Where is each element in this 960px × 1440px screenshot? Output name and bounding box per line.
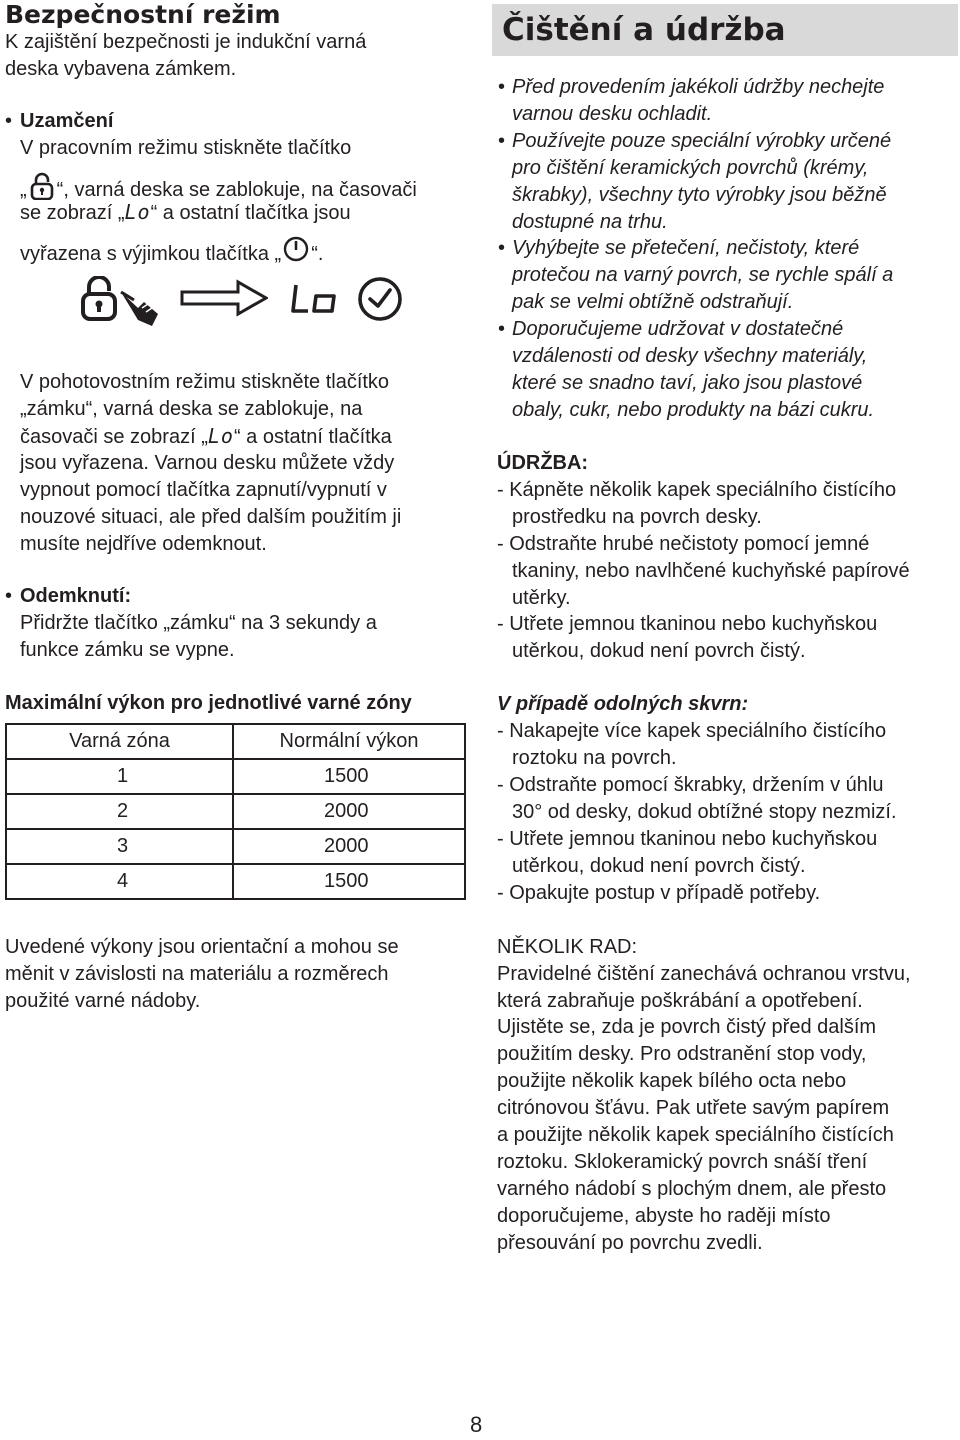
maintenance-item-2-line-3: utěrky. [512, 587, 571, 609]
maintenance-item-3-line-2: utěrkou, dokud není povrch čistý. [512, 640, 806, 662]
stains-item-1-line-1: - Nakapejte více kapek speciálního čistícího [497, 720, 887, 742]
standby-line-2: „zámku“, varná deska se zablokuje, na [20, 398, 363, 420]
stains-item-3-line-2: utěrkou, dokud není povrch čistý. [512, 855, 806, 877]
tips-line-11: přesouvání po povrchu zvedli. [497, 1232, 763, 1254]
standby-line-4: jsou vyřazena. Varnou desku můžete vždy [20, 452, 395, 474]
stains-item-4-line-1: - Opakujte postup v případě potřeby. [497, 882, 821, 904]
bullet-dot: • [498, 130, 506, 152]
bullet-4-line-1: Doporučujeme udržovat v dostatečné [512, 318, 844, 340]
tips-line-10: doporučujeme, abyste ho raději místo [497, 1205, 831, 1227]
section-banner [492, 4, 958, 56]
table-cell: 3 [6, 829, 233, 864]
intro-line-1: K zajištění bezpečnosti je indukční varná [5, 31, 367, 53]
standby-line-6: nouzové situaci, ale před dalším použitím ji [20, 506, 402, 528]
note-line-2: měnit v závislosti na materiálu a rozměrech [5, 963, 389, 985]
table-header-power: Normální výkon [233, 724, 465, 759]
tips-line-2: která zabraňuje poškrábání a opotřebení. [497, 990, 863, 1012]
safety-mode-title: Bezpečnostní režim [5, 0, 281, 29]
bullet-3-line-1: Vyhýbejte se přetečení, nečistoty, které [512, 237, 860, 259]
lock-line-1: V pracovním režimu stiskněte tlačítko [20, 137, 352, 159]
table-row [6, 829, 465, 864]
table-cell: 1500 [233, 759, 465, 794]
tips-line-3: Ujistěte se, zda je povrch čistý před dalším [497, 1016, 877, 1038]
bullet-4-line-2: vzdálenosti od desky všechny materiály, [512, 345, 868, 367]
tips-line-5: použijte několik kapek bílého octa nebo [497, 1070, 847, 1092]
bullet-2-line-4: dostupné na trhu. [512, 211, 668, 233]
cleaning-title: Čištění a údržba [502, 12, 786, 48]
stains-item-2-line-1: - Odstraňte pomocí škrabky, držením v úhlu [497, 774, 884, 796]
standby-line-1: V pohotovostním režimu stiskněte tlačítko [20, 371, 390, 393]
stains-item-2-line-2: 30° od desky, dokud obtížné stopy nezmizí. [512, 801, 897, 823]
table-cell: 2000 [233, 794, 465, 829]
outline-arrow-icon [180, 278, 268, 318]
tips-line-1: Pravidelné čištění zanechává ochranou vrstvu, [497, 963, 911, 985]
bullet-dot: • [5, 585, 13, 607]
lo-display-icon [290, 282, 340, 314]
bullet-3-line-3: pak se velmi obtížně odstraňují. [512, 291, 794, 313]
padlock-icon [29, 172, 55, 200]
table-title: Maximální výkon pro jednotlivé varné zóny [5, 692, 412, 714]
bullet-3-line-2: protečou na varný povrch, se rychle spálí a [512, 264, 894, 286]
maintenance-item-1-line-1: - Kápněte několik kapek speciálního čistícího [497, 479, 897, 501]
tips-line-8: roztoku. Sklokeramický povrch snáší tření [497, 1151, 868, 1173]
table-cell: 1 [6, 759, 233, 794]
maintenance-item-2-line-2: tkaniny, nebo navlhčené kuchyňské papírové [512, 560, 910, 582]
tips-line-4: použitím desky. Pro odstranění stop vody, [497, 1043, 867, 1065]
stains-item-1-line-2: roztoku na povrch. [512, 747, 677, 769]
bullet-4-line-3: které se snadno taví, jako jsou plastové [512, 372, 863, 394]
tips-line-7: a použijte několik kapek speciálního čistících [497, 1124, 894, 1146]
power-table [5, 723, 466, 900]
bullet-dot: • [498, 76, 506, 98]
note-line-3: použité varné nádoby. [5, 990, 201, 1012]
lock-heading: Uzamčení [20, 110, 114, 132]
stains-item-3-line-1: - Utřete jemnou tkaninou nebo kuchyňskou [497, 828, 878, 850]
bullet-1-line-1: Před provedením jakékoli údržby nechejte [512, 76, 885, 98]
table-row [6, 864, 465, 899]
maintenance-item-1-line-2: prostředku na povrch desky. [512, 506, 762, 528]
standby-line-7: musíte nejdříve odemknout. [20, 533, 267, 555]
table-header-row [6, 724, 465, 759]
table-cell: 1500 [233, 864, 465, 899]
padlock-icon [80, 276, 118, 322]
unlock-line-1: Přidržte tlačítko „zámku“ na 3 sekundy a [20, 612, 377, 634]
bullet-1-line-2: varnou desku ochladit. [512, 103, 713, 125]
intro-line-2: deska vybavena zámkem. [5, 58, 237, 80]
maintenance-heading: ÚDRŽBA: [497, 452, 589, 474]
bullet-2-line-2: pro čištění keramických povrchů (krémy, [512, 157, 869, 179]
bullet-dot: • [5, 110, 13, 132]
table-cell: 4 [6, 864, 233, 899]
clock-timer-icon [357, 276, 403, 322]
pressing-hand-icon [118, 286, 164, 328]
lock-line-2: „ “, varná deska se zablokuje, na časovači [20, 172, 417, 204]
lo-symbol: Lo [207, 424, 234, 448]
maintenance-item-2-line-1: - Odstraňte hrubé nečistoty pomocí jemné [497, 533, 870, 555]
table-cell: 2000 [233, 829, 465, 864]
stains-heading: V případě odolných skvrn: [497, 693, 749, 715]
note-line-1: Uvedené výkony jsou orientační a mohou se [5, 936, 399, 958]
lo-symbol: Lo [124, 200, 151, 224]
table-header-zone: Varná zóna [6, 724, 233, 759]
bullet-2-line-3: škrabky), všechny tyto výrobky jsou běžně [512, 184, 887, 206]
lock-line-4: vyřazena s výjimkou tlačítka „ “. [20, 236, 323, 268]
tips-line-9: varného nádobí s plochým dnem, ale přesto [497, 1178, 887, 1200]
table-row [6, 759, 465, 794]
bullet-dot: • [498, 237, 506, 259]
table-cell: 2 [6, 794, 233, 829]
tips-line-6: citrónovou šťávu. Pak utřete savým papírem [497, 1097, 890, 1119]
tips-heading: NĚKOLIK RAD: [497, 936, 638, 958]
unlock-heading: Odemknutí: [20, 585, 132, 607]
page-number: 8 [470, 1412, 483, 1437]
maintenance-item-3-line-1: - Utřete jemnou tkaninou nebo kuchyňskou [497, 613, 878, 635]
bullet-4-line-4: obaly, cukr, nebo produkty na bázi cukru. [512, 399, 875, 421]
power-icon [283, 236, 309, 262]
bullet-2-line-1: Používejte pouze speciální výrobky určené [512, 130, 892, 152]
table-row [6, 794, 465, 829]
unlock-line-2: funkce zámku se vypne. [20, 639, 235, 661]
standby-line-5: vypnout pomocí tlačítka zapnutí/vypnutí v [20, 479, 387, 501]
standby-line-3: časovači se zobrazí „Lo“ a ostatní tlačítka [20, 424, 392, 448]
lock-line-3: se zobrazí „Lo“ a ostatní tlačítka jsou [20, 200, 351, 224]
bullet-dot: • [498, 318, 506, 340]
